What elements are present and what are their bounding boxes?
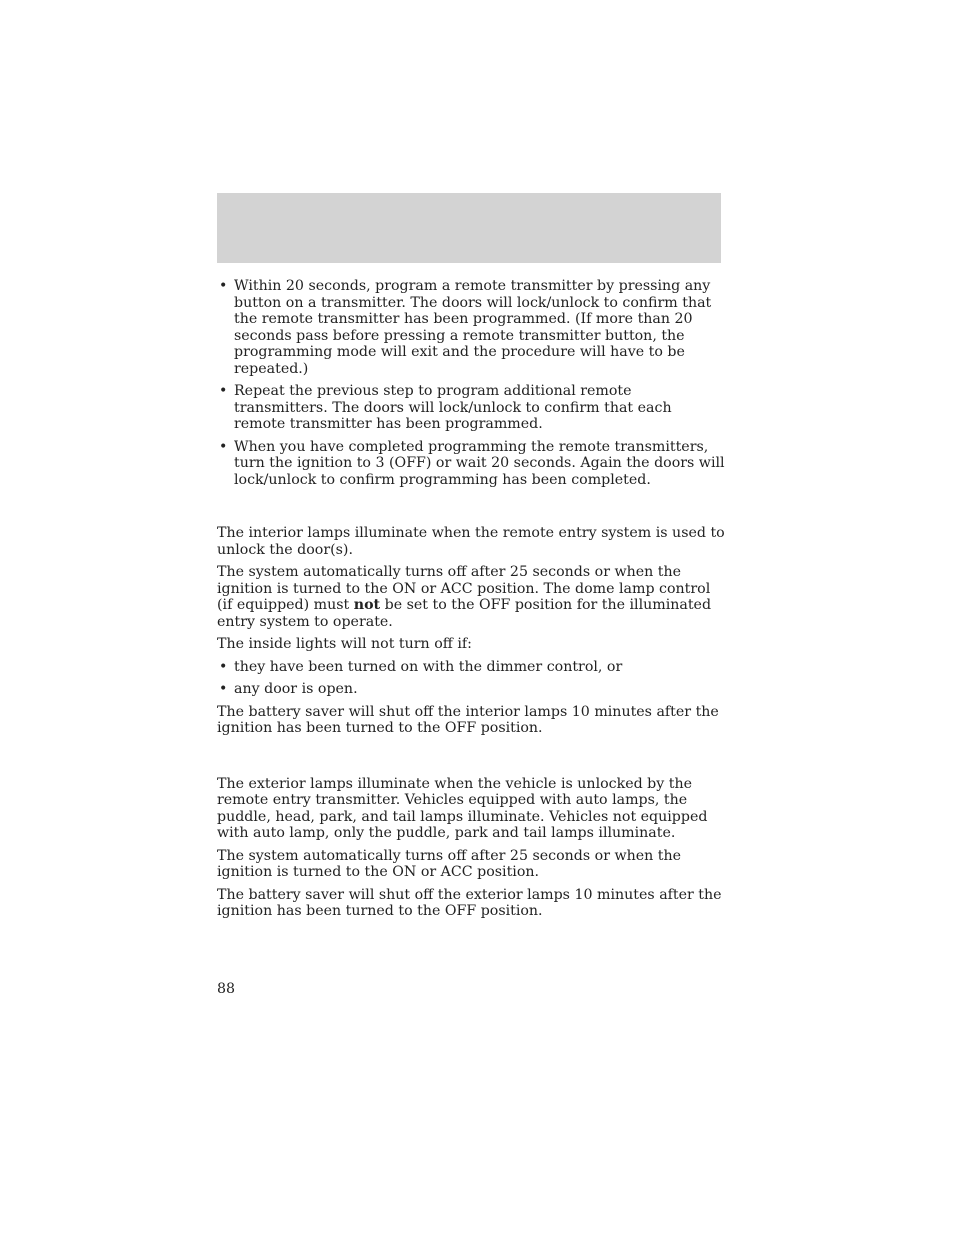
paragraph: The battery saver will shut off the interior lamps 10 minutes after the ignition has been turned to the OFF position.	[217, 703, 719, 736]
paragraph: The inside lights will not turn off if:	[217, 636, 472, 652]
paragraph	[217, 564, 725, 630]
text-run: The system automatically turns off after 25 seconds or when the ignition is turned to the ON or ACC position. The dome lamp control (if equipped) must	[217, 564, 711, 613]
list-item: • any door is open.	[217, 681, 725, 698]
exterior-lamps-section	[217, 776, 725, 920]
inside-lights-conditions-list	[217, 659, 725, 698]
paragraph: The interior lamps illuminate when the remote entry system is used to unlock the door(s).	[217, 525, 725, 558]
page-content	[217, 278, 725, 926]
programming-steps-list	[217, 278, 725, 488]
interior-lamps-section	[217, 525, 725, 737]
paragraph: The battery saver will shut off the exterior lamps 10 minutes after the ignition has been turned to the OFF position.	[217, 886, 722, 919]
header-band	[217, 193, 721, 263]
list-item: • When you have completed programming the remote transmitters, turn the ignition to 3 (OFF) or wait 20 seconds. Again the doors will lock/unlock to confirm programming has been completed.	[217, 439, 725, 489]
list-item: • Repeat the previous step to program additional remote transmitters. The doors will lock/unlock to confirm that each remote transmitter has been programmed.	[217, 383, 725, 433]
list-item: • they have been turned on with the dimmer control, or	[217, 659, 725, 676]
list-item: • Within 20 seconds, program a remote transmitter by pressing any button on a transmitter. The doors will lock/unlock to confirm that the remote transmitter has been programmed. (If more than 20 seconds pass before pressing a remote transmitter button, the programming mode will exit and the procedure will have to be repeated.)	[217, 278, 725, 377]
text-run: be set to the OFF position for the illuminated entry system to operate.	[217, 597, 712, 630]
page-number: 88	[217, 981, 236, 997]
paragraph: The exterior lamps illuminate when the vehicle is unlocked by the remote entry transmitter. Vehicles equipped with auto lamps, the puddle, head, park, and tail lamps illuminate. Vehicles not equipped with auto lamp, only the puddle, park and tail lamps illuminate.	[217, 775, 708, 841]
emphasis-text: not	[353, 597, 381, 613]
paragraph: The system automatically turns off after 25 seconds or when the ignition is turned to the ON or ACC position.	[217, 847, 682, 880]
